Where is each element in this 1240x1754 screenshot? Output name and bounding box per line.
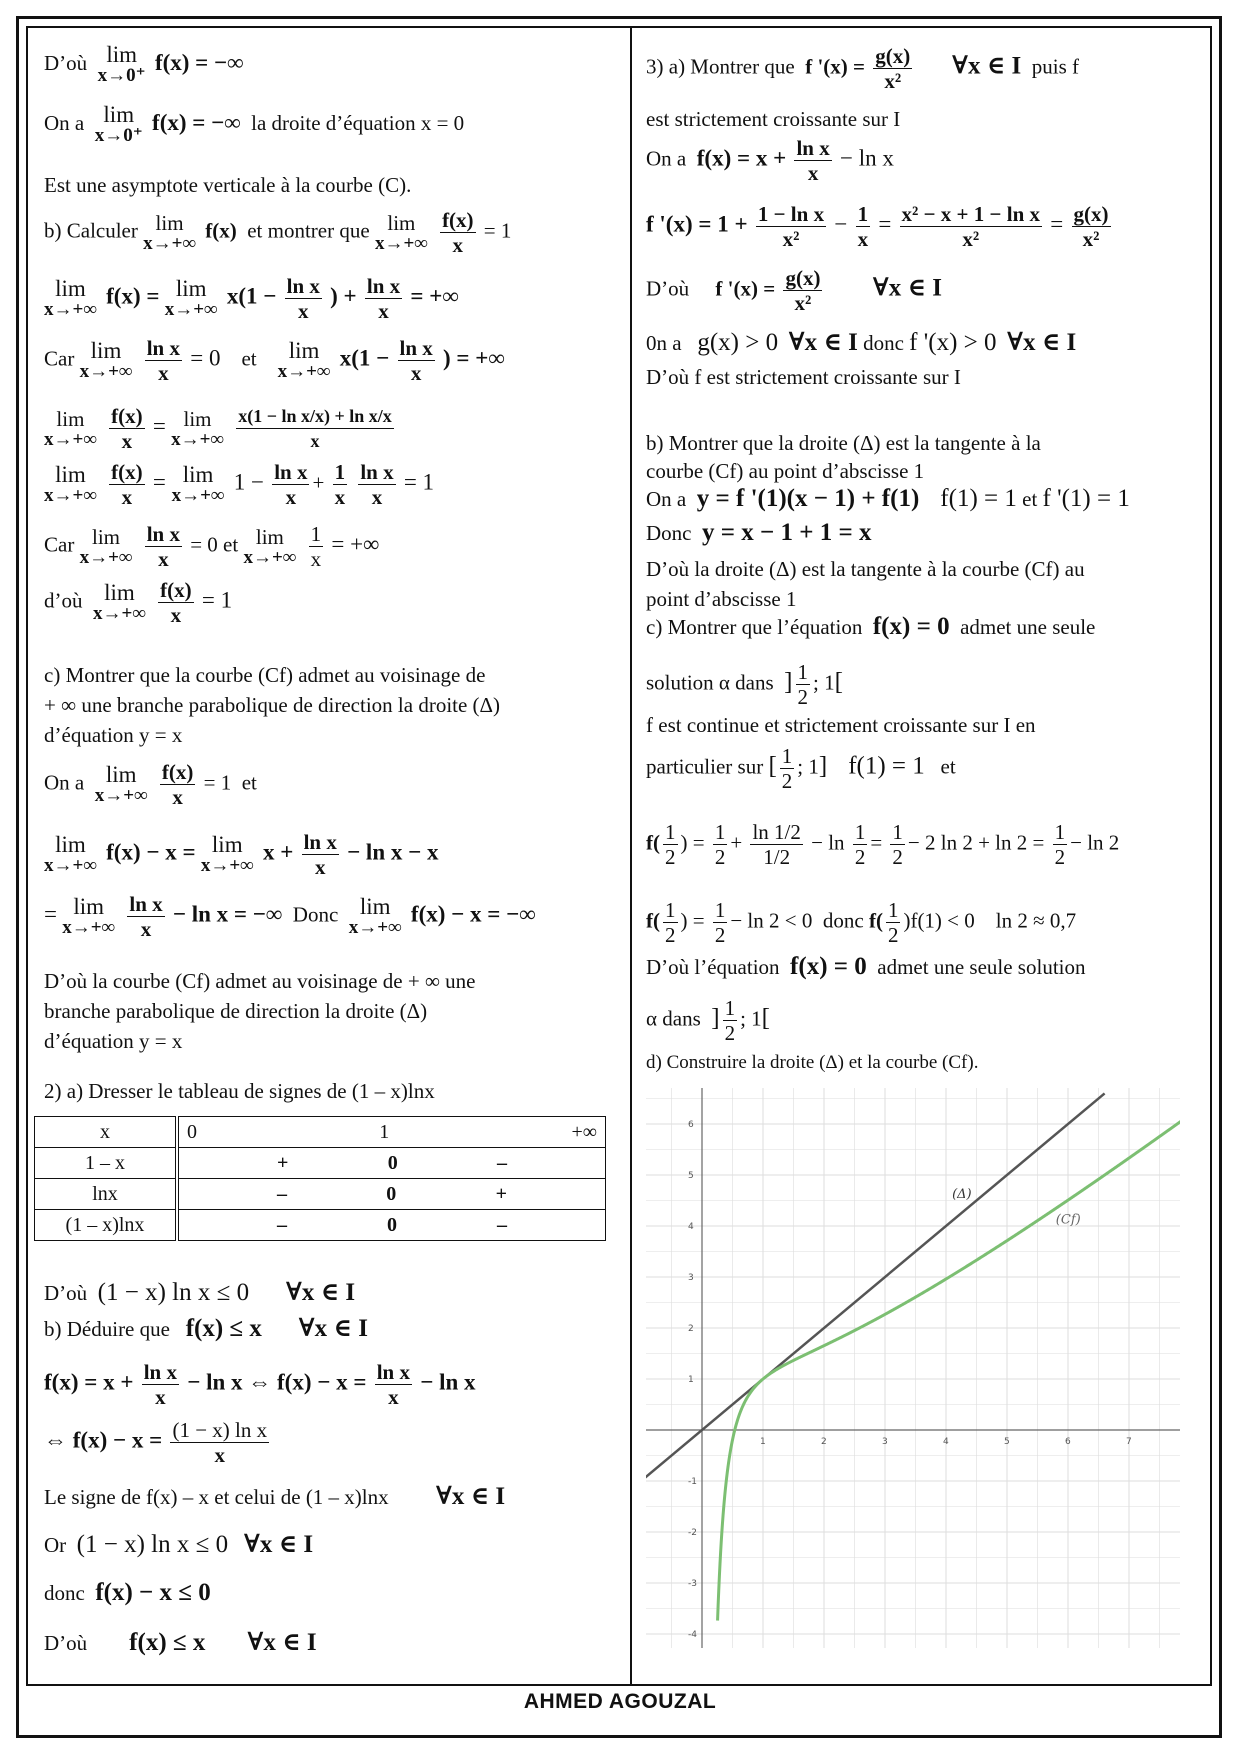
- x-tick-label: 6: [1065, 1437, 1071, 1447]
- line-2: On a lim x→0⁺ f(x) = −∞ la droite d’équation x = 0: [44, 102, 465, 146]
- line-27: donc f(x) − x ≤ 0: [44, 1579, 211, 1606]
- curve-cf: [718, 1115, 1180, 1621]
- r-line-4: f '(x) = 1 + $\frac{\text{1 − ln x}}{\text{x²}}$ − $\frac{1}{x}$ = $\frac{\text{x² − x + 1 − ln x}}{\text{x²}}$ = $\frac{g(x)}{\text{x²}}$: [646, 202, 1109, 251]
- table-row: 1 – x + 0 –: [35, 1148, 606, 1179]
- r-line-6: 0n a g(x) > 0 ∀x ∈ I donc f '(x) > 0 ∀x ∈ I: [646, 329, 1077, 356]
- r-line-5: D’où f '(x) = $\frac{g(x)}{\text{x²}}$ ∀x ∈ I: [646, 266, 942, 315]
- y-tick-label: 3: [688, 1273, 694, 1283]
- r-line-11: Donc y = x − 1 + 1 = x: [646, 519, 872, 546]
- r-line-12: D’où la droite (Δ) est la tangente à la courbe (Cf) au: [646, 557, 1085, 581]
- r-line-19: f( $\frac{1}{2}$ ) = $\frac{1}{2}$ − ln 2 < 0 donc f( $\frac{1}{2}$ )f(1) < 0 ln 2 ≈ 0,7: [646, 898, 1077, 947]
- line-10: d’où lim x→+∞ $\frac{f(x)}{x}$ = 1: [44, 578, 233, 627]
- y-tick-label: -4: [688, 1630, 697, 1640]
- r-line-10: On a y = f '(1)(x − 1) + f(1) f(1) = 1 et f '(1) = 1: [646, 485, 1130, 512]
- sign-table: [34, 1116, 606, 1241]
- line-15: lim x→+∞ f(x) − x = lim x→+∞ x + $\frac{\text{ln x}}{x}$ − ln x − x: [44, 830, 439, 879]
- x-tick-label: 7: [1126, 1437, 1132, 1447]
- sign-table-header: [35, 1117, 606, 1148]
- r-line-2: est strictement croissante sur I: [646, 107, 901, 131]
- line-12: + ∞ une branche parabolique de direction la droite (Δ): [44, 693, 501, 717]
- line-21: D’où (1 − x) ln x ≤ 0 ∀x ∈ I: [44, 1279, 356, 1306]
- r-line-1: 3) a) Montrer que f '(x) = $\frac{g(x)}{\text{x²}}$ ∀x ∈ I puis f: [646, 44, 1079, 93]
- line-3: Est une asymptote verticale à la courbe (C).: [44, 173, 412, 197]
- y-tick-label: 6: [688, 1120, 694, 1130]
- line-28: D’où f(x) ≤ x ∀x ∈ I: [44, 1629, 317, 1656]
- x-tick-label: 3: [882, 1437, 888, 1447]
- line-20: 2) a) Dresser le tableau de signes de (1 – x)lnx: [44, 1079, 435, 1103]
- y-tick-label: 1: [688, 1375, 694, 1385]
- header-values: 0 1 +∞: [177, 1117, 606, 1148]
- table-row: (1 – x)lnx – 0 –: [35, 1210, 606, 1241]
- y-tick-label: -3: [688, 1579, 697, 1589]
- line-4: b) Calculer lim x→+∞ f(x) et montrer que lim x→+∞ $\frac{f(x)}{x}$ = 1: [44, 208, 512, 257]
- line-6: Car lim x→+∞ $\frac{\text{ln x}}{x}$ = 0 et lim x→+∞ x(1 − $\frac{\text{ln x}}{x}$ ) = +∞: [44, 336, 505, 385]
- y-tick-label: -1: [688, 1477, 697, 1487]
- author-footer: AHMED AGOUZAL: [523, 1690, 717, 1713]
- line-22: b) Déduire que f(x) ≤ x ∀x ∈ I: [44, 1315, 368, 1342]
- line-13: d’équation y = x: [44, 723, 183, 747]
- graph-grid: [646, 1088, 1180, 1648]
- r-line-21: α dans ] $\frac{1}{2}$ ; 1[: [646, 996, 770, 1045]
- r-line-14: c) Montrer que l’équation f(x) = 0 admet une seule: [646, 613, 1096, 640]
- line-26: Or (1 − x) ln x ≤ 0 ∀x ∈ I: [44, 1531, 314, 1558]
- r-line-9: courbe (Cf) au point d’abscisse 1: [646, 459, 925, 483]
- r-line-20: D’où l’équation f(x) = 0 admet une seule solution: [646, 953, 1086, 980]
- line-25: Le signe de f(x) – x et celui de (1 – x)lnx ∀x ∈ I: [44, 1483, 506, 1510]
- function-graph: [646, 1088, 1180, 1648]
- graph-axes: [646, 1088, 1180, 1648]
- line-9: Car lim x→+∞ $\frac{\text{ln x}}{x}$ = 0 et lim x→+∞ $\frac{1}{x}$ = +∞: [44, 522, 380, 571]
- y-tick-label: 5: [688, 1171, 694, 1181]
- line-delta-label: (Δ): [952, 1186, 972, 1202]
- x-tick-label: 4: [943, 1437, 949, 1447]
- line-7: lim x→+∞ $\frac{f(x)}{x}$ = lim x→+∞ $\frac{\text{x(1 − ln x/x) + ln x/x}}{x}$: [44, 404, 392, 453]
- table-row: lnx – 0 +: [35, 1179, 606, 1210]
- r-line-22: d) Construire la droite (Δ) et la courbe (Cf).: [646, 1052, 979, 1073]
- r-line-16: f est continue et strictement croissante sur I en: [646, 713, 1036, 737]
- graph-tick-labels: [688, 1120, 1132, 1640]
- x-tick-label: 2: [821, 1437, 827, 1447]
- header-x: x: [35, 1117, 178, 1148]
- line-17: D’où la courbe (Cf) admet au voisinage de + ∞ une: [44, 969, 476, 993]
- r-line-17: particulier sur [ $\frac{1}{2}$ ; 1] f(1) = 1 et: [646, 744, 956, 793]
- r-line-18: f( $\frac{1}{2}$ ) = $\frac{1}{2}$ + $\frac{\ln 1/2}{1/2}$ − ln $\frac{1}{2}$ = $\frac{1}{2}$ − 2 ln 2 + ln 2 = $\frac{1}{2}$ − ln 2: [646, 820, 1120, 869]
- r-line-15: solution α dans ] $\frac{1}{2}$ ; 1[: [646, 660, 843, 709]
- line-16: = lim x→+∞ $\frac{\text{ln x}}{x}$ − ln x = −∞ Donc lim x→+∞ f(x) − x = −∞: [44, 892, 536, 941]
- r-line-7: D’où f est strictement croissante sur I: [646, 365, 961, 389]
- line-1: D’où lim x→0⁺ f(x) = −∞: [44, 42, 244, 86]
- r-line-13: point d’abscisse 1: [646, 587, 797, 611]
- line-8: lim x→+∞ $\frac{f(x)}{x}$ = lim x→+∞ 1 − $\frac{\text{ln x}}{x}$ + $\frac{1}{x}$ $\frac{\text{ln x}}{x}$ = 1: [44, 460, 435, 509]
- line-14: On a lim x→+∞ $\frac{f(x)}{x}$ = 1 et: [44, 760, 257, 809]
- y-tick-label: 2: [688, 1324, 694, 1334]
- line-24: ⇔ f(x) − x = $\frac{\text{(1 − x) ln x}}{x}$: [44, 1418, 268, 1467]
- curve-cf-label: (Cf): [1055, 1212, 1081, 1228]
- y-tick-label: 4: [688, 1222, 694, 1232]
- x-tick-label: 5: [1004, 1437, 1010, 1447]
- line-11: c) Montrer que la courbe (Cf) admet au voisinage de: [44, 663, 486, 687]
- line-5: lim x→+∞ f(x) = lim x→+∞ x(1 − $\frac{\text{ln x}}{x}$ ) + $\frac{\text{ln x}}{x}$ = +∞: [44, 274, 459, 323]
- y-tick-label: -2: [688, 1528, 697, 1538]
- line-18: branche parabolique de direction la droite (Δ): [44, 999, 428, 1023]
- line-23: f(x) = x + $\frac{\text{ln x}}{x}$ − ln x ⇔ f(x) − x = $\frac{\text{ln x}}{x}$ − ln x: [44, 1360, 476, 1409]
- line-19: d’équation y = x: [44, 1029, 183, 1053]
- line-delta: [646, 1093, 1105, 1481]
- x-tick-label: 1: [760, 1437, 766, 1447]
- r-line-8: b) Montrer que la droite (Δ) est la tangente à la: [646, 431, 1041, 455]
- r-line-3: On a f(x) = x + $\frac{\text{ln x}}{x}$ − ln x: [646, 136, 894, 185]
- column-divider: [630, 26, 632, 1686]
